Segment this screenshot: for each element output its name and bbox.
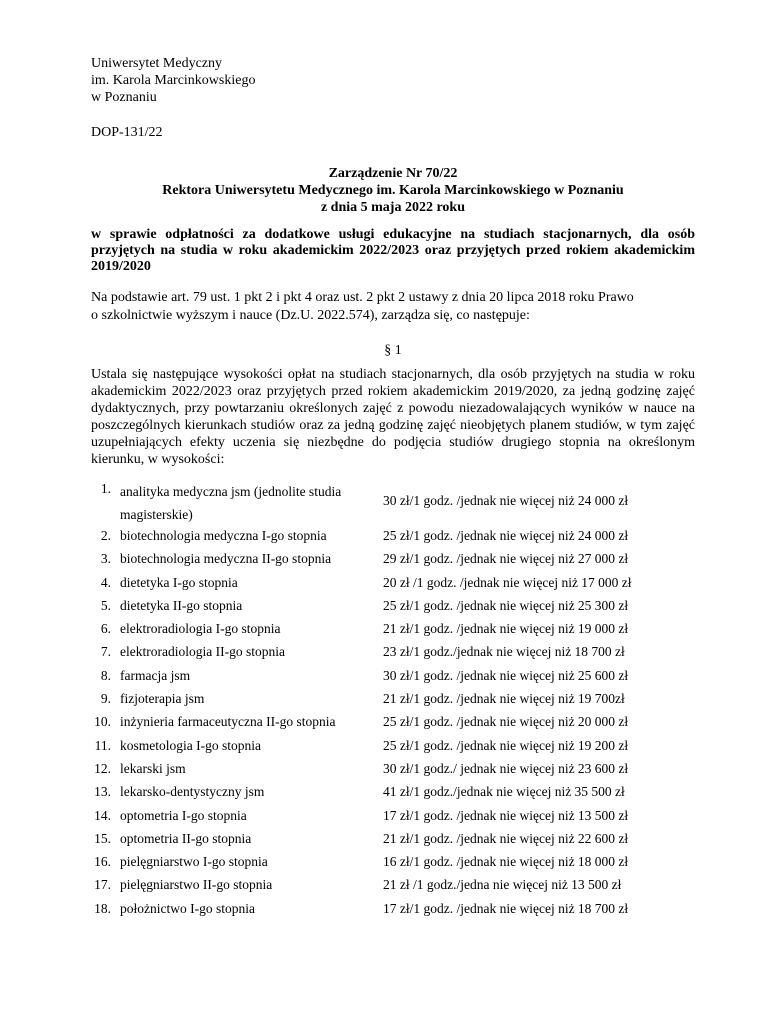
fee-item-amount: 21 zł /1 godz./jedna nie więcej niż 13 500 zł	[383, 877, 622, 893]
fee-item-number: 13.	[94, 784, 111, 800]
fee-item-program: farmacja jsm	[120, 667, 191, 683]
fee-item-amount: 25 zł/1 godz. /jednak nie więcej niż 20 000 zł	[383, 714, 629, 730]
fee-item-amount: 21 zł/1 godz. /jednak nie więcej niż 19 000 zł	[383, 621, 629, 637]
fee-list-item	[91, 735, 695, 758]
fee-item-amount: 23 zł/1 godz./jednak nie więcej niż 18 700 zł	[383, 644, 625, 660]
fee-item-number: 4.	[100, 574, 111, 590]
fee-list-item	[91, 758, 695, 781]
document-subject: w sprawie odpłatności za dodatkowe usługi edukacyjne na studiach stacjonarnych, dla osób przyjętych na studia w roku akademickim 2022/2023 oraz przyjętych przed rokiem akademickim 2019/2020	[91, 227, 695, 274]
fee-item-program: dietetyka II-go stopnia	[120, 597, 243, 613]
document-number: DOP-131/22	[91, 125, 163, 140]
fee-list-item	[91, 548, 695, 571]
fee-item-amount: 20 zł /1 godz. /jednak nie więcej niż 17 000 zł	[383, 574, 632, 590]
fee-list-item	[91, 828, 695, 851]
fee-item-amount: 30 zł/1 godz./ jednak nie więcej niż 23 600 zł	[383, 760, 629, 776]
fee-item-amount: 17 zł/1 godz. /jednak nie więcej niż 13 500 zł	[383, 807, 629, 823]
fee-list-item	[91, 781, 695, 804]
fee-item-amount: 30 zł/1 godz. /jednak nie więcej niż 25 600 zł	[383, 667, 629, 683]
fee-item-number: 2.	[100, 528, 111, 543]
fee-item-program: inżynieria farmaceutyczna II-go stopnia	[120, 714, 336, 730]
fee-item-number: 15.	[94, 830, 111, 846]
fee-item-number: 1.	[100, 481, 111, 496]
fee-item-amount: 25 zł/1 godz. /jednak nie więcej niż 24 000 zł	[383, 528, 629, 543]
fee-list-item	[91, 898, 695, 921]
fee-item-program: kosmetologia I-go stopnia	[120, 737, 261, 753]
fee-item-program: lekarsko-dentystyczny jsm	[120, 784, 265, 800]
basis-line: Na podstawie art. 79 ust. 1 pkt 2 i pkt 4 oraz ust. 2 pkt 2 ustawy z dnia 20 lipca 2018 roku Prawo	[91, 290, 634, 305]
fee-item-program: pielęgniarstwo II-go stopnia	[120, 877, 273, 893]
fee-item-program: analityka medyczna jsm (jednolite studia magisterskie)	[120, 484, 342, 522]
fee-list-item	[91, 805, 695, 828]
fee-item-amount: 25 zł/1 godz. /jednak nie więcej niż 25 300 zł	[383, 597, 629, 613]
fee-item-program: lekarski jsm	[120, 760, 186, 776]
fee-list-item	[91, 525, 695, 548]
fee-item-program: fizjoterapia jsm	[120, 691, 205, 707]
fee-item-program: optometria II-go stopnia	[120, 830, 252, 846]
fee-list-item	[91, 874, 695, 897]
fee-item-amount: 17 zł/1 godz. /jednak nie więcej niż 18 700 zł	[383, 900, 629, 916]
title-line: Zarządzenie Nr 70/22	[328, 166, 458, 181]
fee-list-item	[91, 711, 695, 734]
header-line: Uniwersytet Medyczny	[91, 56, 223, 71]
fee-list	[91, 478, 695, 921]
fee-item-number: 16.	[94, 854, 111, 870]
fee-item-program: biotechnologia medyczna II-go stopnia	[120, 551, 332, 567]
fee-list-item	[91, 641, 695, 664]
fee-item-program: elektroradiologia I-go stopnia	[120, 621, 281, 637]
fee-item-amount: 41 zł/1 godz./jednak nie więcej niż 35 500 zł	[383, 784, 625, 800]
fee-item-number: 10.	[94, 714, 111, 730]
fee-item-number: 18.	[94, 900, 111, 916]
fee-list-item	[91, 851, 695, 874]
fee-list-item	[91, 572, 695, 595]
document-title	[91, 165, 695, 216]
fee-item-number: 12.	[94, 760, 111, 776]
fee-item-number: 9.	[100, 691, 111, 707]
section-mark: § 1	[384, 343, 402, 358]
fee-list-item	[91, 665, 695, 688]
university-header	[91, 55, 255, 106]
fee-item-program: optometria I-go stopnia	[120, 807, 247, 823]
fee-item-number: 8.	[100, 667, 111, 683]
fee-item-amount: 21 zł/1 godz. /jednak nie więcej niż 22 600 zł	[383, 830, 629, 846]
header-line: im. Karola Marcinkowskiego	[91, 73, 256, 88]
fee-item-number: 3.	[100, 551, 111, 567]
fee-list-item	[91, 595, 695, 618]
legal-basis	[91, 289, 695, 325]
fee-item-amount: 16 zł/1 godz. /jednak nie więcej niż 18 000 zł	[383, 854, 629, 870]
fee-item-number: 14.	[94, 807, 111, 823]
fee-item-program: pielęgniarstwo I-go stopnia	[120, 854, 268, 870]
fee-item-number: 11.	[94, 737, 111, 753]
fee-item-amount: 30 zł/1 godz. /jednak nie więcej niż 24 000 zł	[383, 493, 629, 508]
fee-item-number: 7.	[100, 644, 111, 660]
fee-item-amount: 29 zł/1 godz. /jednak nie więcej niż 27 000 zł	[383, 551, 629, 567]
title-line: z dnia 5 maja 2022 roku	[320, 200, 466, 215]
fee-item-program: położnictwo I-go stopnia	[120, 900, 255, 916]
fee-list-item	[91, 478, 695, 525]
fee-list-item	[91, 618, 695, 641]
basis-line: o szkolnictwie wyższym i nauce (Dz.U. 2022.574), zarządza się, co następuje:	[91, 308, 530, 323]
section-paragraph: Ustala się następujące wysokości opłat na studiach stacjonarnych, dla osób przyjętych na studia w roku akademickim 2022/2023 oraz przyjętych przed rokiem akademickim 2019/2020, za jedną godzinę zajęć dydaktycznych, przy powtarzaniu określonych zajęć z powodu niezadowalających wyników w nauce na poszczególnych kierunkach studiów oraz za jedną godzinę zajęć nieobjętych planem studiów, w tym zajęć uzupełniających efekty uczenia się niezbędne do podjęcia studiów drugiego stopnia na określonym kierunku, w wysokości:	[91, 367, 695, 467]
fee-item-number: 6.	[100, 621, 111, 637]
fee-item-number: 5.	[100, 597, 111, 613]
fee-list-item	[91, 688, 695, 711]
fee-item-program: biotechnologia medyczna I-go stopnia	[120, 528, 327, 543]
fee-item-number: 17.	[94, 877, 111, 893]
title-line: Rektora Uniwersytetu Medycznego im. Karola Marcinkowskiego w Poznaniu	[162, 183, 624, 198]
fee-item-program: elektroradiologia II-go stopnia	[120, 644, 285, 660]
fee-item-program: dietetyka I-go stopnia	[120, 574, 238, 590]
header-line: w Poznaniu	[91, 90, 157, 105]
fee-item-amount: 21 zł/1 godz. /jednak nie więcej niż 19 700zł	[383, 691, 625, 707]
fee-item-amount: 25 zł/1 godz. /jednak nie więcej niż 19 200 zł	[383, 737, 629, 753]
